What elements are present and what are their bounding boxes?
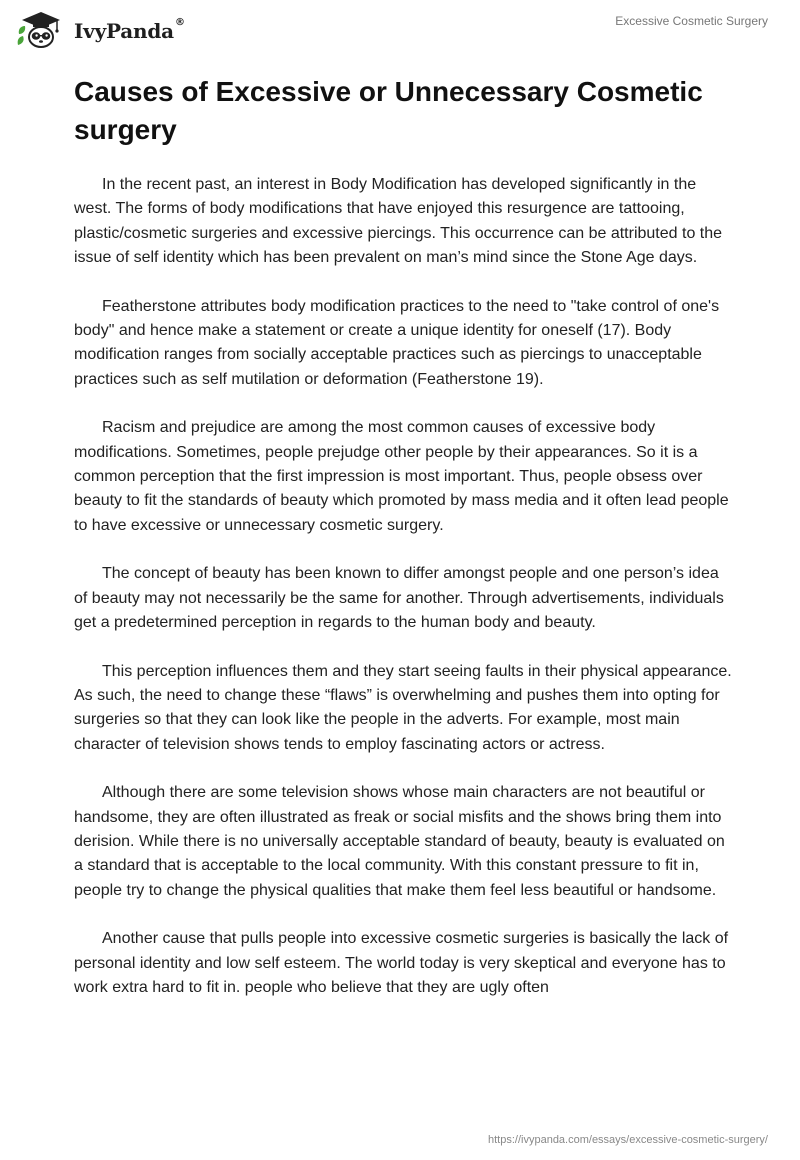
article-title: Causes of Excessive or Unnecessary Cosmetic surgery [74, 76, 703, 145]
brand-label: IvyPanda [74, 19, 174, 43]
paragraph: Racism and prejudice are among the most common causes of excessive body modifications. Sometimes, people prejudge other people by their appearances. So it is a common perception that the first impression is most important. Thus, people obsess over beauty to fit the standards of beauty which promoted by mass media and it often lead people to have excessive or unnecessary cosmetic surgery. [74, 419, 729, 534]
article-body [74, 173, 734, 1024]
paragraph: Another cause that pulls people into excessive cosmetic surgeries is basically the lack of personal identity and low self esteem. The world today is very skeptical and everyone has to work extra hard to fit in. people who believe that they are ugly often [74, 930, 729, 996]
document-title: Excessive Cosmetic Surgery [615, 14, 768, 28]
panda-graduation-cap-icon [16, 10, 66, 50]
brand-name [74, 19, 185, 43]
paragraph: Although there are some television shows whose main characters are not beautiful or handsome, they are often illustrated as freak or social misfits and the shows bring them into derision. While there is no universally acceptable standard of beauty, beauty is evaluated on a standard that is acceptable to the local community. With this constant pressure to fit in, people try to change the physical qualities that make them feel less beautiful or handsome. [74, 784, 725, 899]
paragraph: The concept of beauty has been known to differ amongst people and one person’s idea of beauty may not necessarily be the same for another. Through advertisements, individuals get a predetermined perception in regards to the human body and beauty. [74, 565, 724, 632]
paragraph: Featherstone attributes body modification practices to the need to "take control of one's body" and hence make a statement or create a unique identity for oneself (17). Body modification ranges from socially acceptable practices such as piercings to unacceptable practices such as self mutilation or deformation (Featherstone 19). [74, 297, 720, 388]
registered-mark: ® [174, 17, 185, 28]
ivypanda-logo[interactable] [16, 10, 185, 50]
source-url-link[interactable]: https://ivypanda.com/essays/excessive-cosmetic-surgery/ [488, 1134, 768, 1146]
paragraph: In the recent past, an interest in Body Modification has developed significantly in the west. The forms of body modifications that have enjoyed this resurgence are tattooing, plastic/cosmetic surgeries and excessive piercings. This occurrence can be attributed to the issue of self identity which has been prevalent on man’s mind since the Stone Age days. [74, 176, 723, 267]
page-header [0, 0, 800, 56]
paragraph: This perception influences them and they start seeing faults in their physical appearance. As such, the need to change these “flaws” is overwhelming and pushes them into opting for surgeries so that they can look like the people in the adverts. For example, most main character of television shows tends to employ fascinating actors or actress. [74, 662, 732, 753]
